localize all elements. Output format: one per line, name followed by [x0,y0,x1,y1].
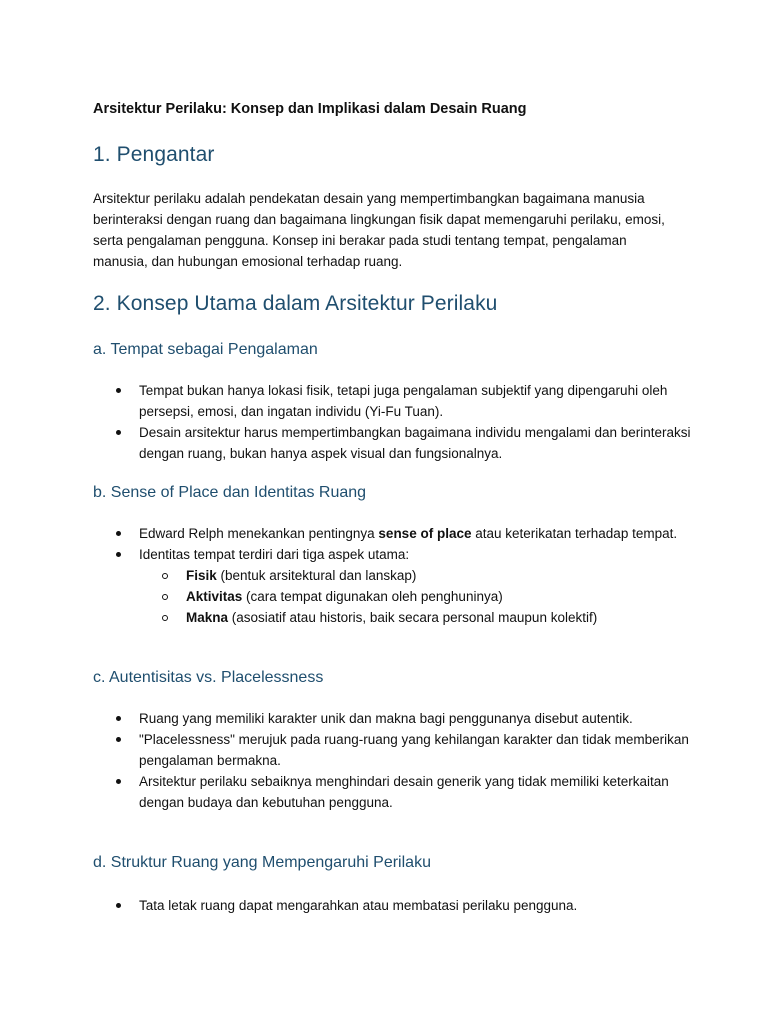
subheading-autentisitas: c. Autentisitas vs. Placelessness [93,669,324,686]
sub-list-item: Makna (asosiatif atau historis, baik secara personal maupun kolektif) [139,607,693,628]
bullet-icon [116,388,121,393]
sub-list-item: Fisik (bentuk arsitektural dan lanskap) [139,565,693,586]
bullet-icon [116,737,121,742]
circle-bullet-icon [162,615,168,621]
bullet-icon [116,903,121,908]
list-item: Tempat bukan hanya lokasi fisik, tetapi juga pengalaman subjektif yang dipengaruhi oleh persepsi, emosi, dan ingatan individu (Yi-Fu Tuan). [93,380,693,422]
circle-bullet-icon [162,594,168,600]
list-item: Tata letak ruang dapat mengarahkan atau membatasi perilaku pengguna. [93,895,693,916]
sub-bullet-list [139,565,693,628]
list-item: Identitas tempat terdiri dari tiga aspek utama: Fisik (bentuk arsitektural dan lanskap) Aktivitas (cara tempat digunakan oleh penghuninya) Makna (asosiatif atau historis, baik secara personal maupun kolektif) [93,544,693,628]
bullet-icon [116,779,121,784]
section-heading-konsep-utama: 2. Konsep Utama dalam Arsitektur Perilaku [93,292,498,315]
intro-paragraph: Arsitektur perilaku adalah pendekatan desain yang mempertimbangkan bagaimana manusia berinteraksi dengan ruang dan bagaimana lingkungan fisik dapat memengaruhi perilaku, emosi, serta pengalaman pengguna. Konsep ini berakar pada studi tentang tempat, pengalaman manusia, dan hubungan emosional terhadap ruang. [93,191,665,269]
bullet-icon [116,531,121,536]
bullet-list-d [93,895,693,916]
circle-bullet-icon [162,573,168,579]
list-item: "Placelessness" merujuk pada ruang-ruang yang kehilangan karakter dan tidak memberikan pengalaman bermakna. [93,729,693,771]
section-heading-pengantar: 1. Pengantar [93,143,215,166]
subheading-tempat-pengalaman: a. Tempat sebagai Pengalaman [93,341,318,358]
bullet-list-a [93,380,693,464]
subheading-struktur-ruang: d. Struktur Ruang yang Mempengaruhi Perilaku [93,854,431,871]
bullet-icon [116,430,121,435]
document-title: Arsitektur Perilaku: Konsep dan Implikasi dalam Desain Ruang [93,101,527,117]
bullet-icon [116,716,121,721]
bullet-list-b [93,523,693,628]
sub-list-item: Aktivitas (cara tempat digunakan oleh penghuninya) [139,586,693,607]
bullet-list-c [93,708,693,813]
subheading-sense-of-place: b. Sense of Place dan Identitas Ruang [93,484,367,501]
list-item: Desain arsitektur harus mempertimbangkan bagaimana individu mengalami dan berinteraksi dengan ruang, bukan hanya aspek visual dan fungsionalnya. [93,422,693,464]
list-item: Ruang yang memiliki karakter unik dan makna bagi penggunanya disebut autentik. [93,708,693,729]
bullet-icon [116,552,121,557]
list-item: Arsitektur perilaku sebaiknya menghindari desain generik yang tidak memiliki keterkaitan dengan budaya dan kebutuhan pengguna. [93,771,693,813]
list-item: Edward Relph menekankan pentingnya sense of place atau keterikatan terhadap tempat. [93,523,693,544]
